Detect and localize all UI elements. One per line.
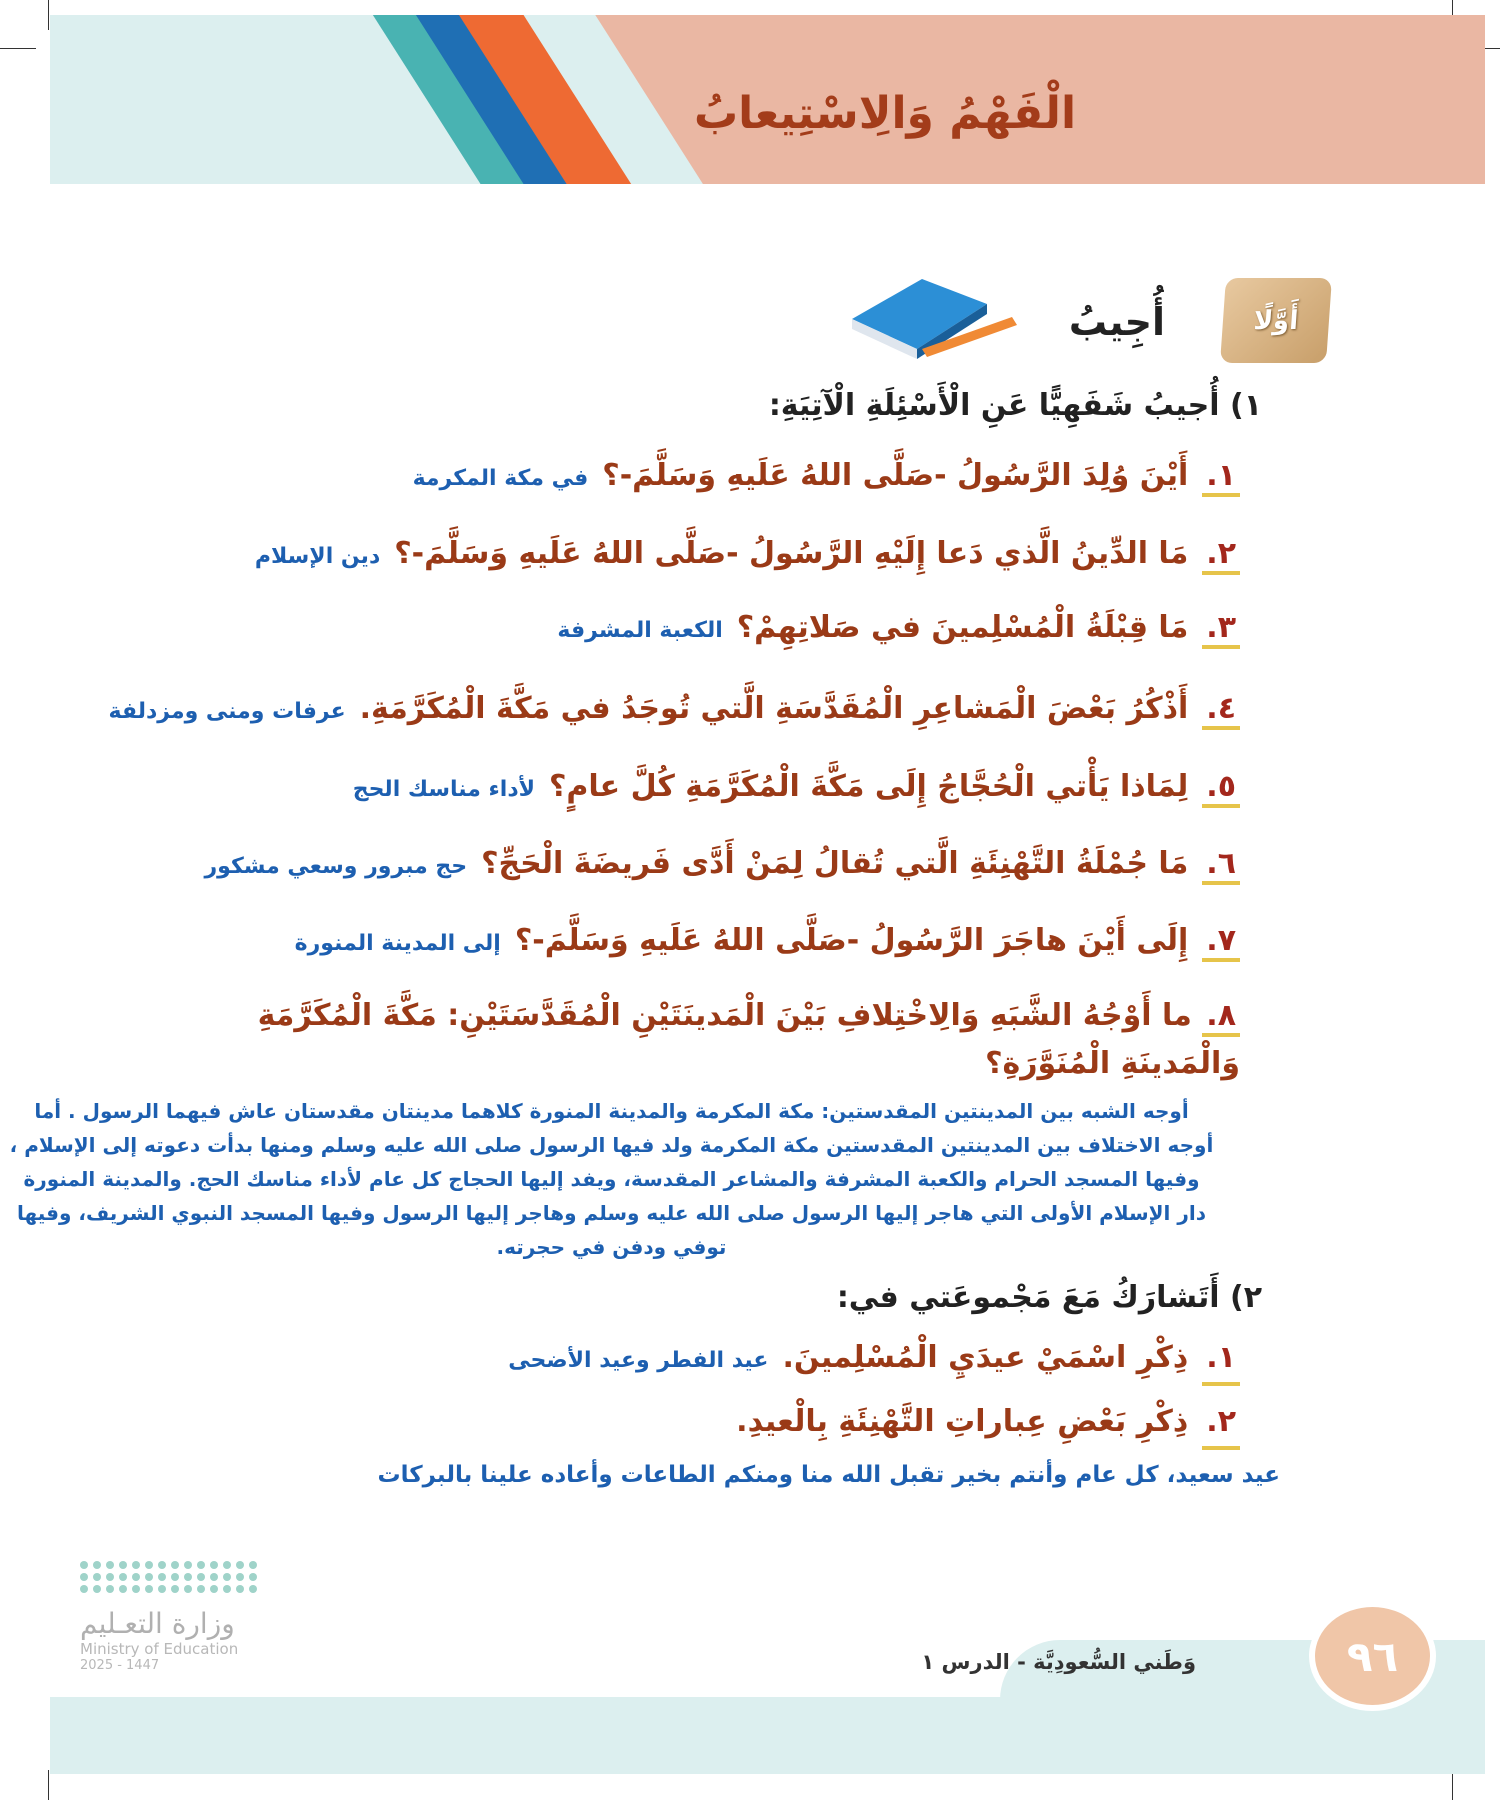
group-item-1 bbox=[0, 1334, 1240, 1386]
page-title: الْفَهْمُ وَالِاسْتِيعابُ bbox=[693, 88, 1077, 139]
question-8 bbox=[240, 992, 1240, 1088]
answer-text: لأداء مناسك الحج bbox=[352, 777, 535, 802]
question-text: مَا جُمْلَةُ التَّهْنِئَةِ الَّتي تُقالُ لِمَنْ أَدَّى فَريضَةَ الْحَجِّ؟ bbox=[481, 846, 1189, 881]
lesson-label: وَطَني السُّعودِيَّة - الدرس ١ bbox=[921, 1650, 1196, 1674]
question-number: ١. bbox=[1202, 458, 1240, 497]
answer-text: عرفات ومنى ومزدلفة bbox=[108, 699, 346, 724]
logo-dots-icon bbox=[80, 1561, 270, 1593]
item-number: ١. bbox=[1202, 1334, 1240, 1386]
question-number: ٤. bbox=[1202, 691, 1240, 730]
question-4 bbox=[109, 691, 1240, 730]
answer-text: عيد سعيد، كل عام وأنتم بخير تقبل الله منا ومنكم الطاعات وأعاده علينا بالبركات bbox=[377, 1462, 1280, 1488]
group-item-2 bbox=[0, 1398, 1240, 1450]
footer-band bbox=[50, 1697, 1485, 1774]
question-text: أَيْنَ وُلِدَ الرَّسُولُ -صَلَّى اللهُ عَلَيهِ وَسَلَّمَ-؟ bbox=[602, 458, 1189, 493]
question-text: إِلَى أَيْنَ هاجَرَ الرَّسُولُ -صَلَّى اللهُ عَلَيهِ وَسَلَّمَ-؟ bbox=[514, 923, 1189, 958]
answer-text: في مكة المكرمة bbox=[412, 466, 589, 491]
question-7 bbox=[295, 923, 1240, 962]
question-text: لِمَاذا يَأْتي الْحُجَّاجُ إِلَى مَكَّةَ الْمُكَرَّمَةِ كُلَّ عامٍ؟ bbox=[549, 769, 1189, 804]
question-number: ٨. bbox=[1202, 998, 1240, 1037]
section-badge: أَوَّلًا bbox=[1220, 278, 1332, 363]
question-text: مَا الدِّينُ الَّذي دَعا إِلَيْهِ الرَّسُولُ -صَلَّى اللهُ عَلَيهِ وَسَلَّمَ-؟ bbox=[394, 536, 1189, 571]
question-number: ٥. bbox=[1202, 769, 1240, 808]
question-5 bbox=[353, 769, 1240, 808]
part1-heading: ١) أُجيبُ شَفَهِيًّا عَنِ الْأَسْئِلَةِ الْآتِيَةِ: bbox=[768, 388, 1262, 423]
answer-text: إلى المدينة المنورة bbox=[294, 931, 501, 956]
crop-mark bbox=[48, 1770, 49, 1800]
edition-year: 2025 - 1447 bbox=[80, 1658, 160, 1673]
question-3 bbox=[557, 610, 1240, 649]
crop-mark bbox=[1452, 1770, 1453, 1800]
question-number: ٧. bbox=[1202, 923, 1240, 962]
crop-mark bbox=[48, 0, 49, 30]
ministry-logo bbox=[80, 1561, 270, 1673]
ministry-name-en: Ministry of Education bbox=[80, 1640, 239, 1658]
answer-text: الكعبة المشرفة bbox=[557, 618, 723, 643]
ministry-name-ar: وزارة التعـليم bbox=[80, 1607, 235, 1640]
answer-text: عيد الفطر وعيد الأضحى bbox=[508, 1348, 769, 1373]
lower-content bbox=[0, 992, 1500, 1492]
answer-text: حج مبرور وسعي مشكور bbox=[204, 854, 468, 879]
item-number: ٢. bbox=[1202, 1398, 1240, 1450]
question-number: ٢. bbox=[1202, 536, 1240, 575]
answer-paragraph: أوجه الشبه بين المدينتين المقدستين: مكة المكرمة والمدينة المنورة كلاهما مدينتان مقدستان عاش فيهما الرسول . أما أوجه الاختلاف بين المدينتين المقدستين مكة المكرمة ولد فيها الرسول صلى الله عليه وسلم ومنها بدأت دعوته إلى الإسلام ، وفيها المسجد الحرام والكعبة المشرفة والمشاعر المقدسة، ويفد إليها الحجاج كل عام لأداء مناسك الحج. والمدينة المنورة دار الإسلام الأولى التي هاجر إليها الرسول صلى الله عليه وسلم وهاجر إليها الرسول وفيها المسجد النبوي الشريف، وفيها توفي ودفن في حجرته. bbox=[9, 1099, 1214, 1259]
crop-mark bbox=[0, 48, 36, 49]
book-pencil-icon bbox=[852, 279, 1022, 359]
question-2 bbox=[255, 536, 1240, 575]
item-text: ذِكْرِ بَعْضِ عِباراتِ التَّهْنِئَةِ بِالْعيدِ. bbox=[736, 1404, 1189, 1439]
question-number: ٦. bbox=[1202, 846, 1240, 885]
question-1 bbox=[413, 458, 1240, 497]
item-text: ذِكْرِ اسْمَيْ عيدَيِ الْمُسْلِمينَ. bbox=[782, 1340, 1189, 1375]
question-6 bbox=[205, 846, 1241, 885]
section-title: أُجِيبُ bbox=[1068, 300, 1165, 344]
question-text: مَا قِبْلَةُ الْمُسْلِمينَ في صَلاتِهِمْ؟ bbox=[736, 610, 1189, 645]
question-text: أَذْكُرُ بَعْضَ الْمَشاعِرِ الْمُقَدَّسَةِ الَّتي تُوجَدُ في مَكَّةَ الْمُكَرَّمَةِ. bbox=[359, 691, 1189, 726]
question-number: ٣. bbox=[1202, 610, 1240, 649]
answer-text: دين الإسلام bbox=[254, 544, 381, 569]
part2-heading: ٢) أَتَشارَكُ مَعَ مَجْموعَتي في: bbox=[836, 1280, 1262, 1315]
page-number: ٩٦ bbox=[1309, 1601, 1436, 1711]
question-text: ما أَوْجُهُ الشَّبَهِ وَالِاخْتِلافِ بَيْنَ الْمَدينَتَيْنِ الْمُقَدَّسَتَيْنِ: مَكَّةَ الْمُكَرَّمَةِ وَالْمَدينَةِ الْمُنَوَّرَةِ؟ bbox=[257, 998, 1240, 1081]
